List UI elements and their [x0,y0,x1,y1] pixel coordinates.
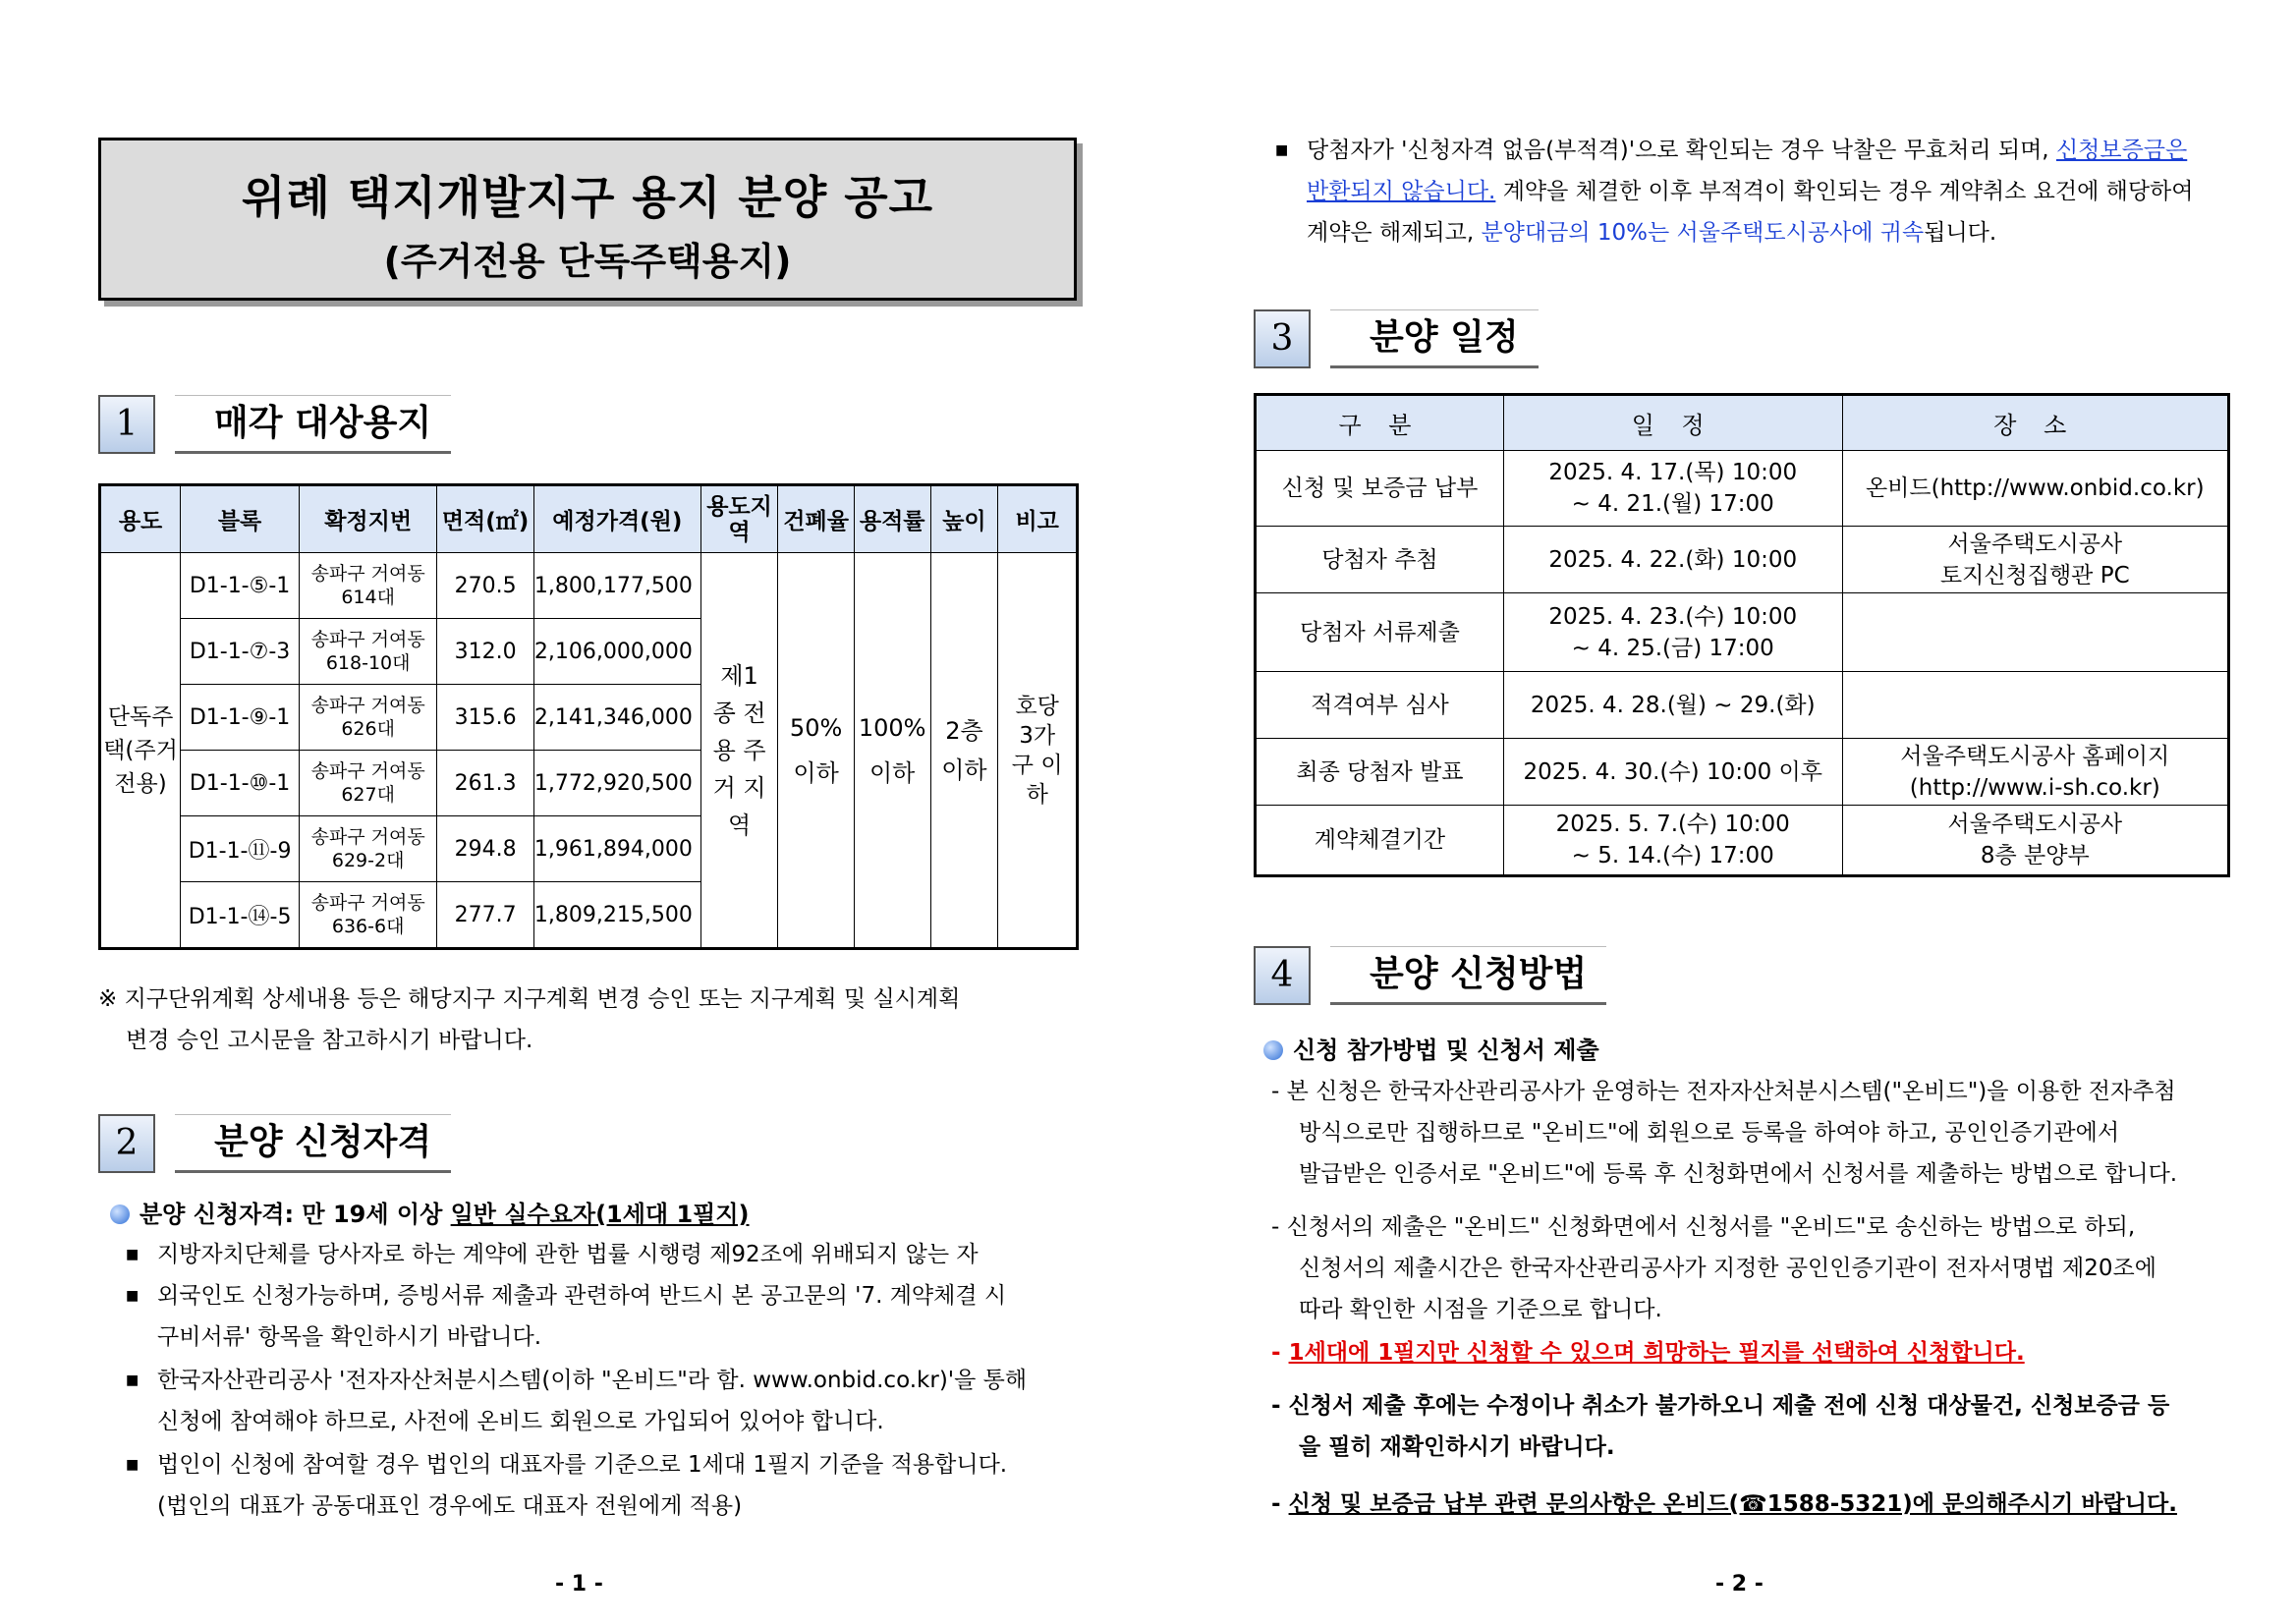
square-bullet-icon: ■ [1275,142,1289,158]
date-line: ~ 4. 25.(금) 17:00 [1571,635,1774,661]
block-cell: D1-1-⑨-1 [181,685,300,751]
place-line: 토지신청집행관 PC [1939,562,2130,588]
price-cell: 1,800,177,500 [533,553,700,619]
date-line: 2025. 4. 28.(월) ~ 29.(화) [1530,692,1816,718]
date-cell [1503,593,1842,672]
address-lot: 618-10대 [325,652,411,674]
item-line: - 신청서의 제출은 "온비드" 신청화면에서 신청서를 "온비드"로 송신하는 방법으로 하되, [1271,1214,2136,1240]
note-cell: 호당 3가구 이하 [998,553,1078,949]
address-lot: 629-2대 [331,850,405,871]
section-title: 분양 신청자격 [175,1114,451,1173]
note-line [1275,130,2228,171]
date-line: 2025. 4. 30.(수) 10:00 이후 [1523,758,1822,785]
address-cell [300,553,437,619]
block-cell: D1-1-⑭-5 [181,882,300,949]
area-cell: 315.6 [437,685,534,751]
address-cell [300,751,437,816]
address-line: 송파구 거여동 [310,826,425,848]
page-number: - 1 - [555,1572,603,1596]
place-line: 8층 분양부 [1980,843,2090,868]
section-number: 3 [1254,309,1311,368]
table-header-row [1256,395,2229,451]
table-row [1256,451,2229,527]
place-line: 온비드(http://www.onbid.co.kr) [1865,476,2205,501]
place-cell [1842,451,2228,527]
section-number: 4 [1254,946,1311,1005]
area-cell: 261.3 [437,751,534,816]
table-row [1256,593,2229,672]
date-line: ~ 5. 14.(수) 17:00 [1571,843,1774,868]
use-cell: 단독주택(주거전용) [100,553,181,949]
col-header: 용적률 [854,485,930,553]
note-text: 됩니다. [1924,220,1997,246]
page-title: 위례 택지개발지구 용지 분양 공고 [241,171,934,224]
square-bullet-icon: ■ [126,1247,140,1262]
disqualification-note [1275,130,2228,253]
qualification-heading [110,1195,750,1229]
item-line: 신청서의 제출시간은 한국자산관리공사가 지정한 공인인증기관이 전자서명법 제20조에 [1299,1256,2156,1281]
category-cell: 계약체결기간 [1256,806,1504,876]
place-line: 서울주택도시공사 홈페이지 [1900,743,2170,769]
item-line: 방식으로만 집행하므로 "온비드"에 회원으로 등록을 하여야 하고, 공인인증기관에서 [1299,1120,2120,1146]
warning-text: 1세대에 1필지만 신청할 수 있으며 희망하는 필지를 선택하여 신청합니다. [1288,1340,2025,1366]
section-number: 2 [98,1114,155,1173]
address-cell [300,882,437,949]
block-cell: D1-1-⑦-3 [181,619,300,685]
address-line: 송파구 거여동 [310,695,425,716]
col-header: 용도지역 [700,485,777,553]
item-line: 외국인도 신청가능하며, 증빙서류 제출과 관련하여 반드시 본 공고문의 '7. 계약체결 시 [157,1283,1007,1309]
table-row [1256,739,2229,806]
section-title: 매각 대상용지 [175,395,451,454]
category-cell: 당첨자 서류제출 [1256,593,1504,672]
date-line: 2025. 5. 7.(수) 10:00 [1555,812,1790,837]
block-cell: D1-1-⑤-1 [181,553,300,619]
category-cell: 당첨자 추첨 [1256,527,1504,593]
note-line [1275,171,2228,212]
price-cell: 1,809,215,500 [533,882,700,949]
note-line: ※ 지구단위계획 상세내용 등은 해당지구 지구계획 변경 승인 또는 지구계획 및 실시계획 [98,986,961,1012]
table-row [1256,806,2229,876]
place-cell [1842,527,2228,593]
area-cell: 312.0 [437,619,534,685]
table-row [1256,527,2229,593]
item-line: 한국자산관리공사 '전자자산처분시스템(이하 "온비드"라 함. www.onbid.co.kr)'을 통해 [157,1368,1028,1393]
section-title: 분양 신청방법 [1330,946,1606,1005]
table-header-row [100,485,1078,553]
col-header: 확정지번 [300,485,437,553]
section-title: 분양 일정 [1330,309,1539,368]
col-header: 장 소 [1842,395,2228,451]
item-line: 발급받은 인증서로 "온비드"에 등록 후 신청화면에서 신청서를 제출하는 방법으로 합니다. [1299,1161,2178,1187]
price-cell: 2,141,346,000 [533,685,700,751]
place-cell [1842,806,2228,876]
item-line: 따라 확인한 시점을 기준으로 합니다. [1299,1297,1662,1322]
area-cell: 277.7 [437,882,534,949]
address-lot: 626대 [341,718,395,740]
table-row [1256,672,2229,739]
col-header: 예정가격(원) [533,485,700,553]
qualification-item [126,1275,1079,1358]
title-box [98,138,1077,301]
area-cell: 294.8 [437,816,534,882]
coverage-cell: 50% 이하 [778,553,855,949]
category-cell: 최종 당첨자 발표 [1256,739,1504,806]
height-cell: 2층 이하 [930,553,998,949]
method-item [1271,1206,2234,1330]
price-cell: 2,106,000,000 [533,619,700,685]
note-emphasis: 신청보증금은 [2055,138,2188,163]
far-cell: 100% 이하 [854,553,930,949]
item-line: - 본 신청은 한국자산관리공사가 운영하는 전자자산처분시스템("온비드")을 이용한 전자추첨 [1271,1079,2176,1104]
date-cell [1503,806,1842,876]
block-cell: D1-1-⑩-1 [181,751,300,816]
note-emphasis: 반환되지 않습니다. [1307,179,1496,204]
note-emphasis: 분양대금의 10%는 서울주택도시공사에 귀속 [1481,220,1925,246]
address-line: 송파구 거여동 [310,563,425,585]
place-line: 서울주택도시공사 [1947,812,2123,837]
block-cell: D1-1-⑪-9 [181,816,300,882]
place-cell [1842,739,2228,806]
address-cell [300,685,437,751]
blue-dot-icon [110,1204,130,1224]
col-header: 용도 [100,485,181,553]
date-cell [1503,451,1842,527]
page-2 [1148,0,2296,1624]
table-row [100,553,1078,619]
qualification-item [126,1234,1079,1275]
item-line: (법인의 대표가 공동대표인 경우에도 대표자 전원에게 적용) [157,1493,743,1519]
method-label: 신청 참가방법 및 신청서 제출 [1293,1036,1599,1064]
qualification-label: 분양 신청자격: 만 19세 이상 [140,1201,443,1228]
item-line: 신청에 참여해야 하므로, 사전에 온비드 회원으로 가입되어 있어야 합니다. [157,1409,884,1434]
date-cell [1503,672,1842,739]
col-header: 건폐율 [778,485,855,553]
item-line: 구비서류' 항목을 확인하시기 바랍니다. [157,1324,542,1350]
square-bullet-icon: ■ [126,1457,140,1473]
col-header: 비고 [998,485,1078,553]
place-cell [1842,593,2228,672]
plan-note [98,979,960,1061]
price-cell: 1,772,920,500 [533,751,700,816]
address-lot: 636-6대 [331,916,405,937]
schedule-table [1254,393,2230,877]
date-line: 2025. 4. 23.(수) 10:00 [1548,603,1798,630]
address-cell [300,619,437,685]
page-subtitle: (주거전용 단독주택용지) [383,240,792,283]
note-text: 계약을 체결한 이후 부적격이 확인되는 경우 계약취소 요건에 해당하여 [1502,179,2194,204]
note-line [1275,212,2228,253]
address-cell [300,816,437,882]
item-line: 법인이 신청에 참여할 경우 법인의 대표자를 기준으로 1세대 1필지 기준을 적용합니다. [157,1452,1008,1478]
col-header: 블록 [181,485,300,553]
method-item-contact: - 신청 및 보증금 납부 관련 문의사항은 온비드(☎1588-5321)에 문의해주시기 바랍니다. [1271,1491,2177,1517]
method-item-warning: - 1세대에 1필지만 신청할 수 있으며 희망하는 필지를 선택하여 신청합니다. [1271,1340,2025,1366]
col-header: 구 분 [1256,395,1504,451]
date-cell [1503,739,1842,806]
square-bullet-icon: ■ [126,1372,140,1388]
address-line: 송파구 거여동 [310,629,425,650]
method-item [1271,1385,2234,1468]
item-line: 을 필히 재확인하시기 바랍니다. [1299,1434,1615,1460]
blue-dot-icon [1263,1040,1283,1060]
note-text: 계약은 해제되고, [1307,220,1475,246]
place-line: 서울주택도시공사 [1947,531,2123,557]
address-lot: 627대 [341,784,395,806]
item-line: - 신청서 제출 후에는 수정이나 취소가 불가하오니 제출 전에 신청 대상물건, 신청보증금 등 [1271,1393,2170,1419]
contact-text: 신청 및 보증금 납부 관련 문의사항은 온비드(☎1588-5321)에 문의해주시기 바랍니다. [1288,1491,2177,1517]
address-lot: 614대 [341,587,395,608]
zone-cell: 제1종 전용 주거 지역 [700,553,777,949]
note-text: 당첨자가 '신청자격 없음(부적격)'으로 확인되는 경우 낙찰은 무효처리 되며, [1307,138,2049,163]
item-line: 지방자치단체를 당사자로 하는 계약에 관한 법률 시행령 제92조에 위배되지 않는 자 [157,1242,979,1267]
section-number: 1 [98,395,155,454]
square-bullet-icon: ■ [126,1288,140,1304]
date-line: 2025. 4. 22.(화) 10:00 [1548,546,1798,573]
qualification-item [126,1360,1079,1442]
address-line: 송파구 거여동 [310,760,425,782]
date-line: ~ 4. 21.(월) 17:00 [1571,491,1774,517]
col-header: 높이 [930,485,998,553]
place-cell [1842,672,2228,739]
category-cell: 신청 및 보증금 납부 [1256,451,1504,527]
price-cell: 1,961,894,000 [533,816,700,882]
method-heading [1263,1031,1599,1065]
date-line: 2025. 4. 17.(목) 10:00 [1548,460,1798,485]
place-line: (http://www.i-sh.co.kr) [1909,774,2160,801]
address-line: 송파구 거여동 [310,892,425,914]
qualification-item [126,1444,1079,1527]
area-cell: 270.5 [437,553,534,619]
date-cell [1503,527,1842,593]
qualification-emphasis: 일반 실수요자(1세대 1필지) [450,1201,750,1228]
col-header: 면적(㎡) [437,485,534,553]
page-number: - 2 - [1715,1572,1764,1596]
land-table [98,483,1079,950]
method-item [1271,1071,2234,1195]
note-line: 변경 승인 고시문을 참고하시기 바랍니다. [126,1028,533,1053]
category-cell: 적격여부 심사 [1256,672,1504,739]
col-header: 일 정 [1503,395,1842,451]
